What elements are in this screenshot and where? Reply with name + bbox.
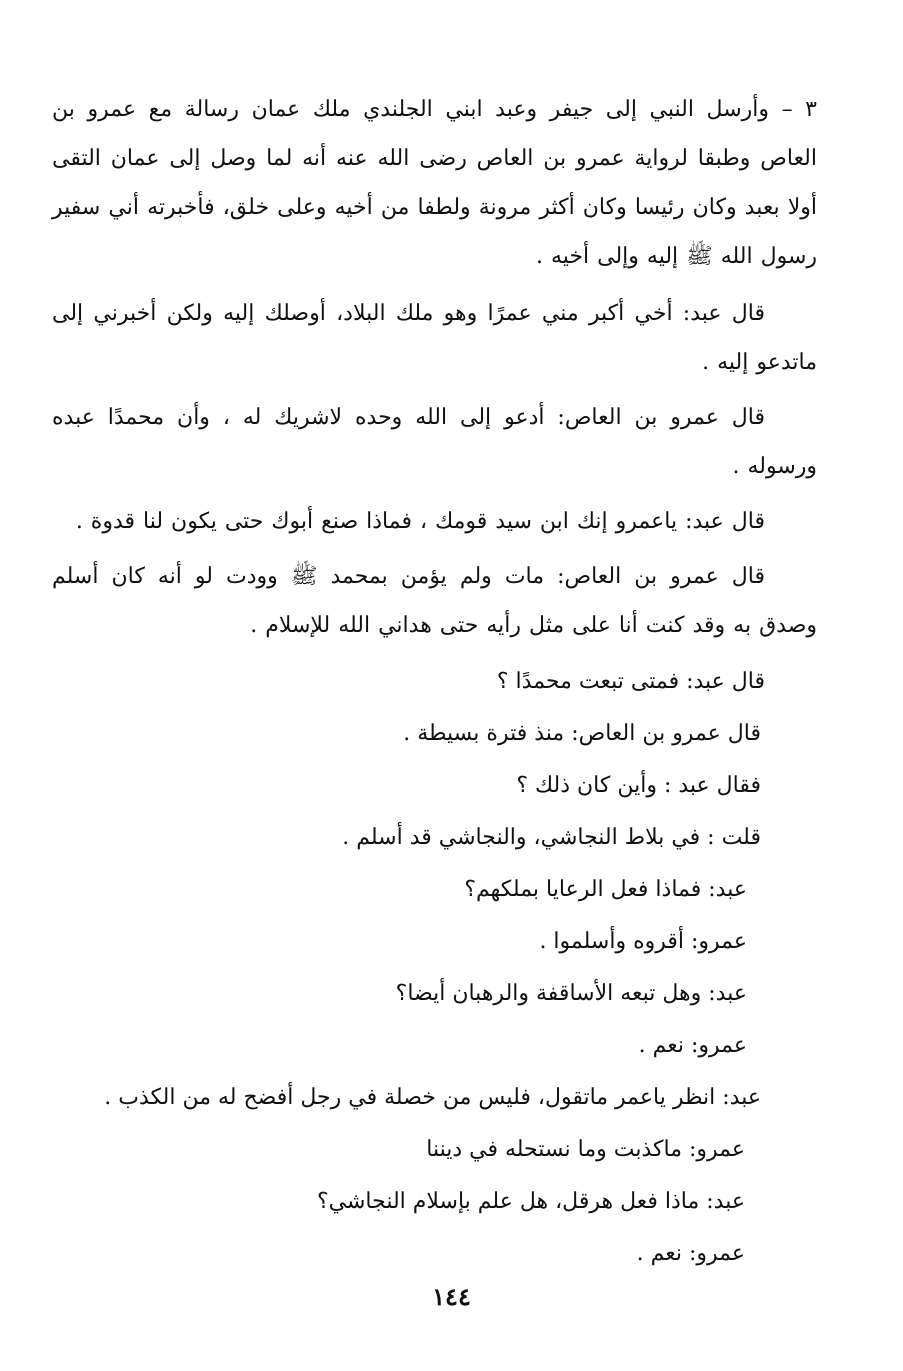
dialogue-line: عبد: فماذا فعل الرعايا بملكهم؟	[464, 877, 747, 902]
page-body	[52, 85, 817, 1280]
dialogue-line: قلت : في بلاط النجاشي، والنجاشي قد أسلم .	[342, 825, 761, 850]
dialogue-line: قال عمرو بن العاص: منذ فترة بسيطة .	[403, 721, 761, 746]
dialogue-line: عبد: ماذا فعل هرقل، هل علم بإسلام النجاشي؟	[316, 1189, 745, 1214]
dialogue-line: عمرو: ماكذبت وما نستحله في ديننا	[426, 1137, 745, 1162]
dialogue-line: عمرو: نعم .	[636, 1241, 745, 1266]
page-number: ١٤٤	[432, 1282, 471, 1311]
paragraph-abd-question: قال عبد: ياعمرو إنك ابن سيد قومك ، فماذا صنع أبوك حتى يكون لنا قدوة .	[75, 509, 765, 534]
dialogue-line: عبد: انظر ياعمر ماتقول، فليس من خصلة في رجل أفضح له من الكذب .	[104, 1085, 761, 1110]
dialogue-line: عمرو: أقروه وأسلموا .	[539, 929, 747, 954]
dialogue-line: عمرو: نعم .	[638, 1033, 747, 1058]
paragraph-amr-father: قال عمرو بن العاص: مات ولم يؤمن بمحمد ﷺ وودت لو أنه كان أسلم وصدق به وقد كنت أنا على مثل رأيه حتى هداني الله للإسلام .	[52, 564, 817, 638]
paragraph-abd-reply: قال عبد: أخي أكبر مني عمرًا وهو ملك البلاد، أوصلك إليه ولكن أخبرني إلى ماتدعو إليه .	[52, 301, 817, 375]
dialogue-line: فقال عبد : وأين كان ذلك ؟	[516, 773, 761, 798]
dialogue-line: قال عبد: فمتى تبعت محمدًا ؟	[496, 669, 765, 694]
paragraph-letter-to-oman: ٣ – وأرسل النبي إلى جيفر وعبد ابني الجلندي ملك عمان رسالة مع عمرو بن العاص وطبقا لرواية عمرو بن العاص رضى الله عنه أنه لما وصل إلى عمان التقى أولا بعبد وكان رئيسا وكان أكثر مرونة ولطفا من أخيه وعلى خلق، فأخبرته أني سفير رسول الله ﷺ إليه وإلى أخيه .	[52, 97, 817, 269]
dialogue-line: عبد: وهل تبعه الأساقفة والرهبان أيضا؟	[395, 981, 747, 1006]
paragraph-amr-call: قال عمرو بن العاص: أدعو إلى الله وحده لاشريك له ، وأن محمدًا عبده ورسوله .	[52, 405, 817, 479]
